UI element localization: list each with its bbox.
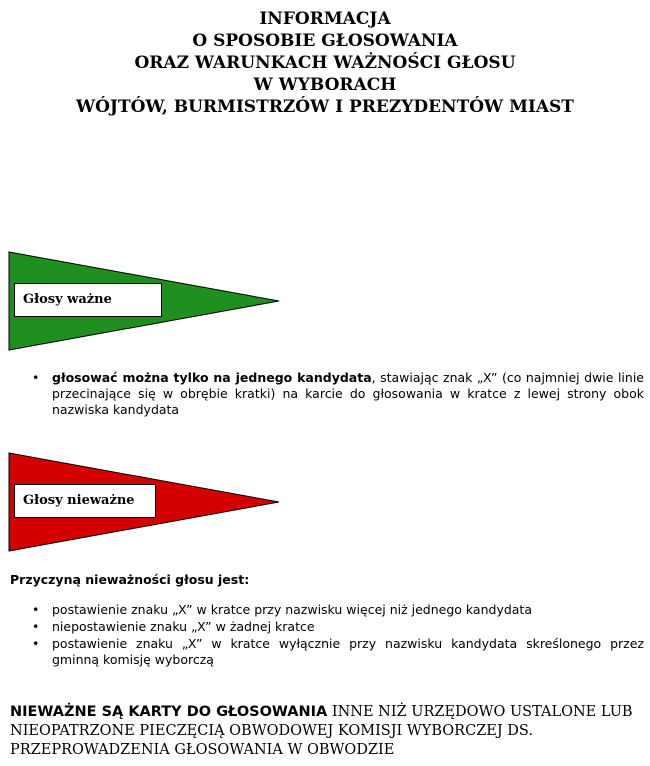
closing-statement bbox=[10, 703, 646, 760]
title-line: INFORMACJA bbox=[259, 9, 391, 29]
invalid-votes-label: Głosy nieważne bbox=[14, 484, 156, 518]
bullet-bold-text: głosować można tylko na jednego kandydata bbox=[52, 370, 372, 385]
title-line: ORAZ WARUNKACH WAŻNOŚCI GŁOSU bbox=[134, 53, 516, 73]
list-item: • postawienie znaku „X” w kratce wyłącznie przy nazwisku kandydata skreślonego przez gminną komisję wyborczą bbox=[30, 636, 644, 668]
title-line: O SPOSOBIE GŁOSOWANIA bbox=[192, 31, 458, 51]
valid-votes-list bbox=[30, 370, 644, 418]
list-item: • postawienie znaku „X” w kratce przy nazwisku więcej niż jednego kandydata bbox=[30, 602, 644, 618]
title-line: W WYBORACH bbox=[253, 75, 397, 95]
document-title bbox=[0, 8, 650, 118]
invalid-reasons-list bbox=[30, 602, 644, 669]
reasons-heading: Przyczyną nieważności głosu jest: bbox=[10, 572, 250, 587]
valid-votes-pennant bbox=[8, 251, 280, 351]
list-item: • niepostawienie znaku „X” w żadnej kratce bbox=[30, 619, 644, 635]
closing-text: INNE NIŻ URZĘDOWO USTALONE LUB NIEOPATRZONE PIECZĘCIĄ OBWODOWEJ KOMISJI WYBORCZEJ DS. PRZEPROWADZENIA GŁOSOWANIA W OBWODZIE bbox=[10, 704, 633, 758]
bullet-text: , stawiając znak „X” (co najmniej dwie linie przecinające się w obrębie kratki) na karcie do głosowania w kratce z lewej strony obok nazwiska kandydata bbox=[52, 370, 644, 417]
list-item bbox=[30, 370, 644, 418]
valid-votes-label: Głosy ważne bbox=[14, 283, 162, 317]
invalid-votes-pennant bbox=[8, 452, 280, 552]
title-line: WÓJTÓW, BURMISTRZÓW I PREZYDENTÓW MIAST bbox=[76, 97, 574, 117]
closing-bold: NIEWAŻNE SĄ KARTY DO GŁOSOWANIA bbox=[10, 704, 328, 720]
